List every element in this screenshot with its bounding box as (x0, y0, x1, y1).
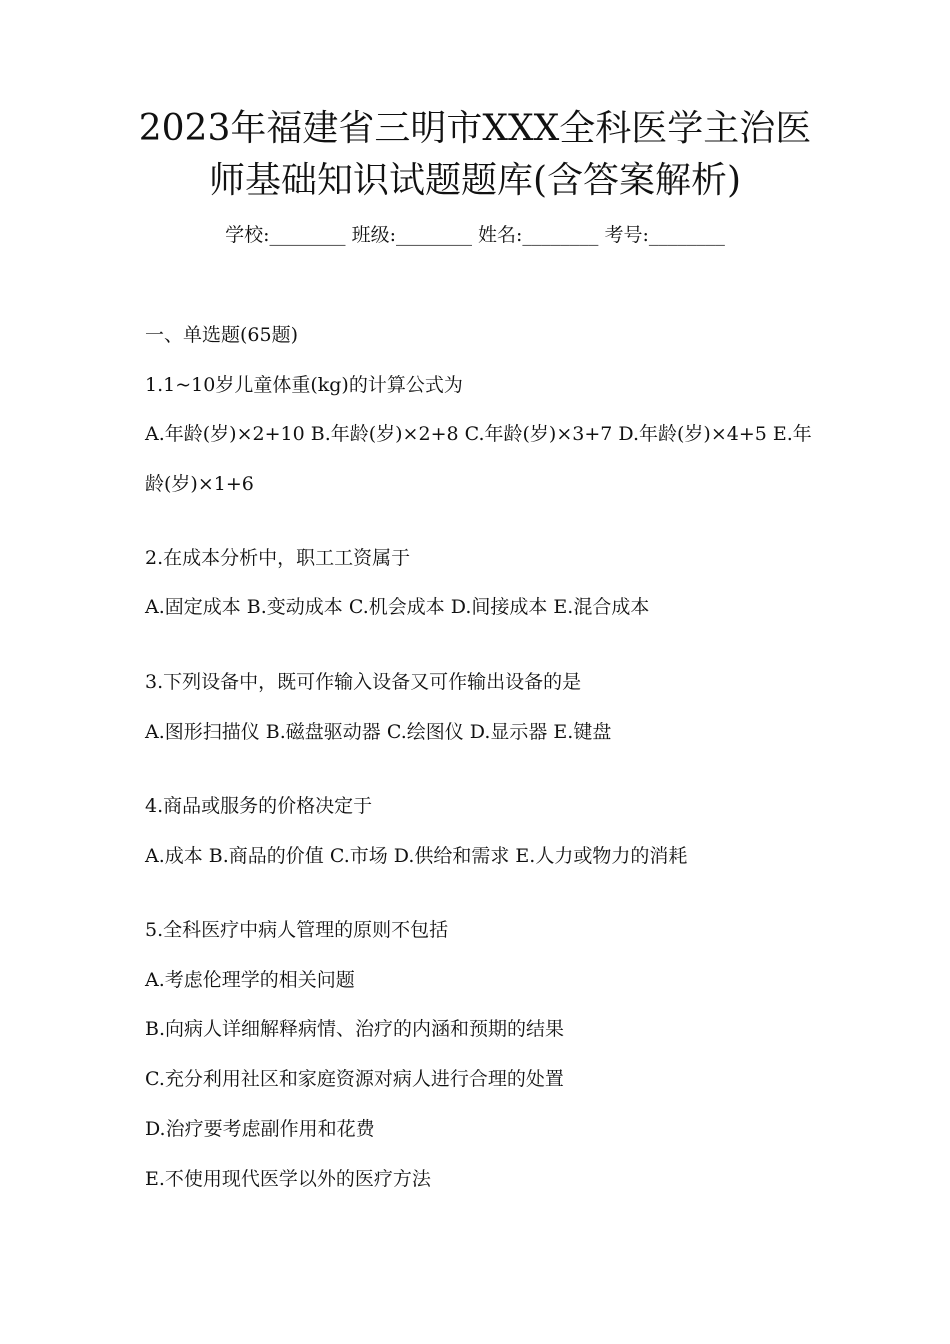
question-1-options-line-2: 龄(岁)×1+6 (145, 473, 254, 495)
section-heading: 一、单选题(65题) (145, 324, 299, 346)
question-3-options: A.图形扫描仪 B.磁盘驱动器 C.绘图仪 D.显示器 E.键盘 (145, 721, 612, 743)
question-5-option-a: A.考虑伦理学的相关问题 (145, 969, 355, 991)
question-5-option-b: B.向病人详细解释病情、治疗的内涵和预期的结果 (145, 1018, 565, 1040)
question-4-options: A.成本 B.商品的价值 C.市场 D.供给和需求 E.人力或物力的消耗 (145, 845, 688, 867)
document-title-line-2: 师基础知识试题题库(含答案解析) (208, 160, 742, 201)
question-5-option-c: C.充分利用社区和家庭资源对病人进行合理的处置 (145, 1068, 564, 1090)
question-3-stem: 3.下列设备中，既可作输入设备又可作输出设备的是 (145, 671, 582, 693)
question-1-options-line-1: A.年龄(岁)×2+10 B.年龄(岁)×2+8 C.年龄(岁)×3+7 D.年龄(岁)×4+5 E.年 (145, 423, 812, 445)
student-info-line: 学校:________ 班级:________ 姓名:________ 考号:________ (225, 224, 725, 246)
question-5-stem: 5.全科医疗中病人管理的原则不包括 (145, 919, 449, 941)
question-5-option-e: E.不使用现代医学以外的医疗方法 (145, 1168, 431, 1190)
question-1-stem: 1.1~10岁儿童体重(kg)的计算公式为 (145, 374, 463, 396)
document-title-line-1: 2023年福建省三明市XXX全科医学主治医 (138, 108, 812, 149)
question-2-options: A.固定成本 B.变动成本 C.机会成本 D.间接成本 E.混合成本 (145, 596, 650, 618)
question-2-stem: 2.在成本分析中，职工工资属于 (145, 547, 411, 569)
question-4-stem: 4.商品或服务的价格决定于 (145, 795, 373, 817)
question-5-option-d: D.治疗要考虑副作用和花费 (145, 1118, 375, 1140)
